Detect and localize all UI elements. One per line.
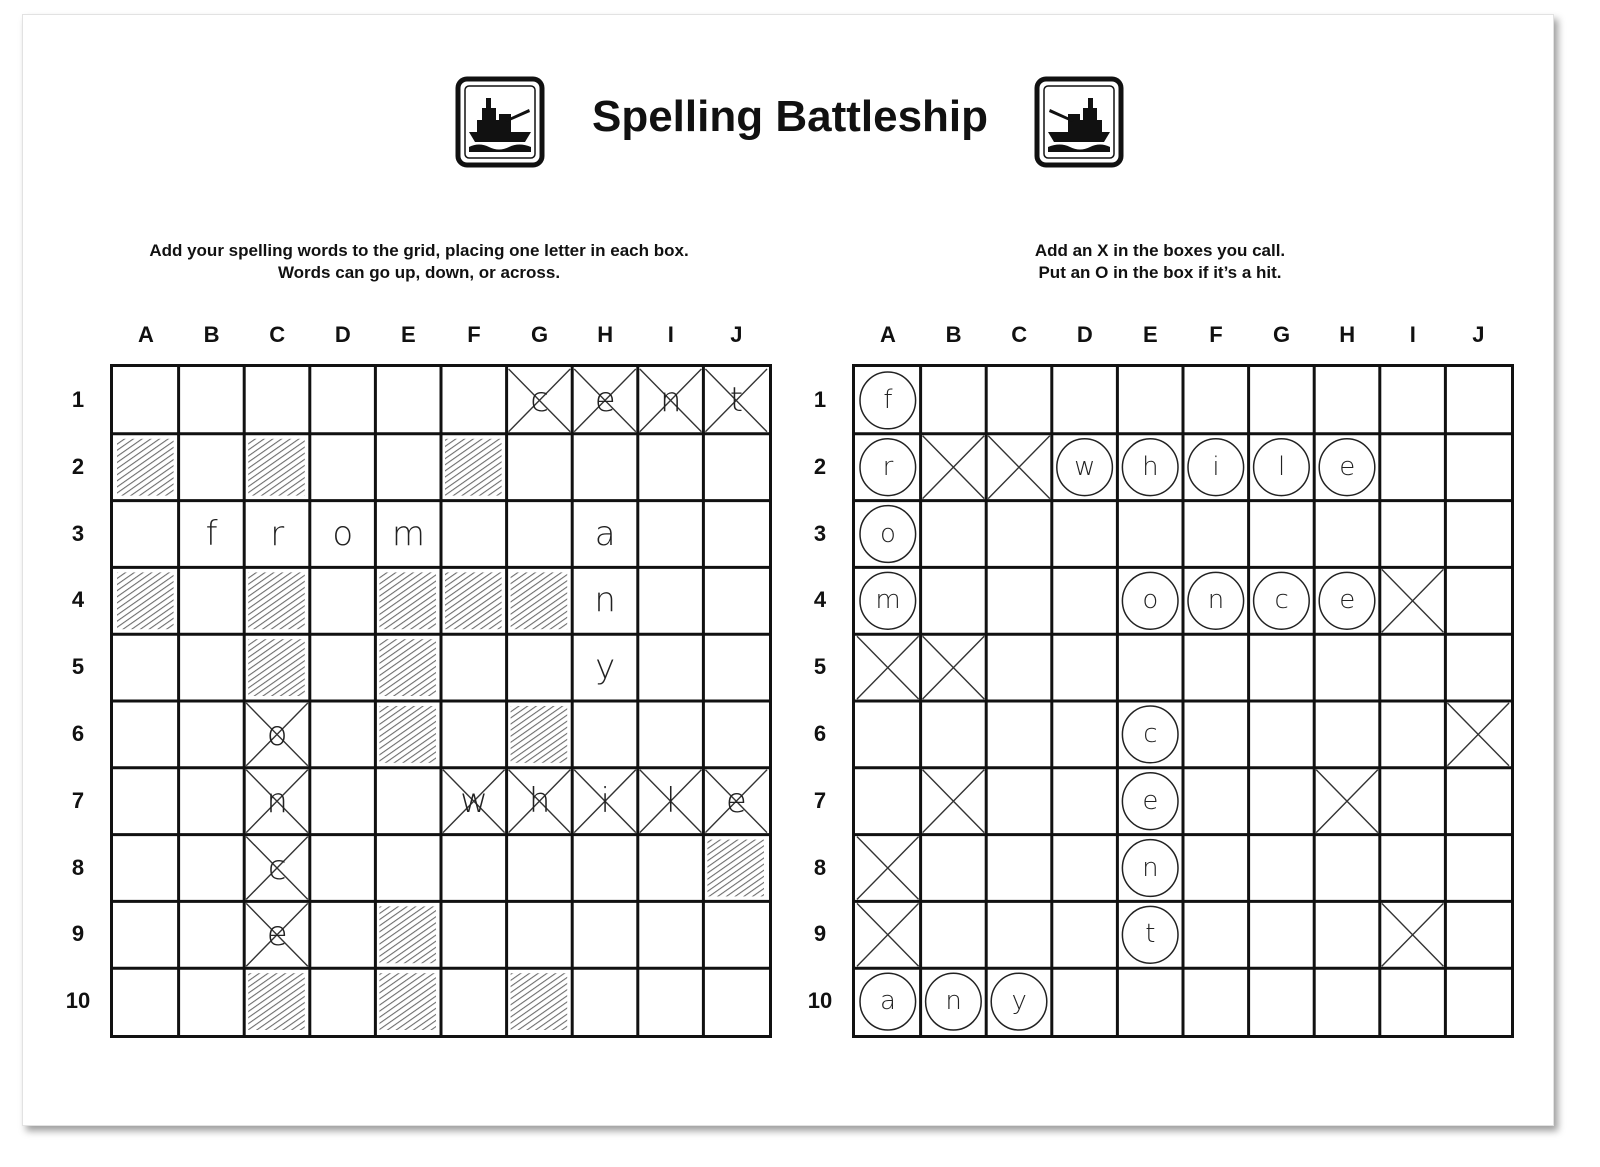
right-column-label: D bbox=[1076, 322, 1093, 347]
shaded-cell bbox=[379, 572, 436, 629]
ship-letter: e bbox=[725, 780, 747, 821]
right-board-grid bbox=[852, 364, 1514, 1038]
hit-letter: c bbox=[1274, 585, 1289, 616]
shaded-cell bbox=[379, 906, 436, 963]
left-column-label: B bbox=[203, 322, 220, 347]
hit-letter: n bbox=[1207, 585, 1225, 616]
ship-letter: o bbox=[332, 513, 354, 554]
hit-letter: o bbox=[1142, 585, 1159, 616]
ship-letter: r bbox=[270, 513, 285, 554]
ship-letter: e bbox=[594, 380, 616, 420]
hit-letter: r bbox=[882, 451, 894, 482]
ship-letter: n bbox=[266, 780, 288, 821]
right-row-label: 2 bbox=[813, 453, 827, 479]
ship-letter: l bbox=[666, 780, 676, 821]
ship-letter: n bbox=[660, 380, 682, 420]
right-column-label: A bbox=[880, 322, 896, 347]
ship-letter: w bbox=[460, 780, 488, 821]
ship-letter: m bbox=[391, 513, 425, 554]
shaded-cell bbox=[117, 439, 174, 496]
right-row-label: 6 bbox=[813, 721, 827, 746]
shaded-cell bbox=[379, 706, 436, 763]
hit-letter: o bbox=[880, 518, 896, 549]
right-row-label: 4 bbox=[813, 587, 827, 613]
hit-letter: t bbox=[1145, 919, 1156, 950]
page-title: Spelling Battleship bbox=[591, 92, 989, 141]
shaded-cell bbox=[248, 639, 305, 696]
shaded-cell bbox=[445, 572, 502, 629]
shaded-cell bbox=[248, 973, 305, 1030]
right-instruction-line-1: Add an X in the boxes you call. bbox=[1034, 241, 1286, 260]
left-instructions bbox=[110, 240, 728, 284]
ship-letter: n bbox=[594, 580, 616, 621]
hit-letter: w bbox=[1074, 451, 1096, 482]
left-column-label: H bbox=[597, 322, 614, 347]
hit-letter: e bbox=[1339, 585, 1356, 616]
left-grid-lines bbox=[113, 367, 769, 1035]
left-column-label: F bbox=[467, 322, 481, 347]
right-instruction-line-2: Put an O in the box if it’s a hit. bbox=[1038, 263, 1282, 282]
ship-letter: e bbox=[266, 914, 288, 955]
left-row-label: 5 bbox=[71, 654, 85, 680]
right-row-label: 9 bbox=[813, 921, 827, 947]
hit-letter: n bbox=[1142, 852, 1159, 883]
left-column-label: D bbox=[334, 322, 351, 347]
ship-letter: i bbox=[600, 780, 610, 821]
hit-letter: l bbox=[1277, 451, 1286, 482]
shaded-cell bbox=[248, 572, 305, 629]
left-row-label: 9 bbox=[71, 921, 85, 947]
left-column-label: J bbox=[730, 322, 743, 347]
left-board-grid bbox=[110, 364, 772, 1038]
left-instruction-line-2: Words can go up, down, or across. bbox=[277, 263, 561, 282]
hit-letter: f bbox=[883, 385, 893, 415]
left-instruction-line-1: Add your spelling words to the grid, placing one letter in each box. bbox=[149, 241, 689, 260]
left-row-label: 10 bbox=[65, 988, 91, 1014]
right-column-label: H bbox=[1339, 322, 1356, 347]
ship-letter: c bbox=[267, 847, 287, 888]
right-row-label: 3 bbox=[813, 520, 827, 546]
hit-letter: e bbox=[1142, 785, 1159, 816]
shaded-cell bbox=[511, 572, 568, 629]
shaded-cell bbox=[445, 439, 502, 496]
shaded-cell bbox=[511, 973, 568, 1030]
left-column-label: C bbox=[269, 322, 286, 347]
hit-letter: c bbox=[1143, 719, 1158, 749]
hit-letter: n bbox=[945, 986, 962, 1017]
ship-letter: t bbox=[729, 380, 744, 420]
right-row-label: 10 bbox=[807, 988, 833, 1014]
ship-letter: o bbox=[266, 714, 288, 754]
right-column-label: G bbox=[1273, 322, 1291, 347]
left-row-label: 6 bbox=[71, 721, 85, 746]
battleship-icon bbox=[1034, 76, 1124, 168]
right-row-label: 8 bbox=[813, 854, 827, 880]
shaded-cell bbox=[379, 973, 436, 1030]
shaded-cell bbox=[379, 639, 436, 696]
shaded-cell bbox=[511, 706, 568, 763]
hit-letter: i bbox=[1212, 451, 1220, 482]
left-row-label: 2 bbox=[71, 453, 85, 479]
ship-letter: c bbox=[530, 380, 549, 420]
right-column-label: F bbox=[1209, 322, 1223, 347]
left-column-label: G bbox=[531, 322, 549, 347]
left-column-label: E bbox=[401, 322, 416, 347]
left-column-label: I bbox=[667, 322, 674, 347]
right-column-label: B bbox=[945, 322, 962, 347]
left-row-label: 7 bbox=[71, 787, 85, 813]
right-column-label: E bbox=[1143, 322, 1158, 347]
shaded-cell bbox=[117, 572, 174, 629]
right-row-label: 1 bbox=[813, 387, 827, 412]
right-row-label: 5 bbox=[813, 654, 827, 680]
shaded-cell bbox=[248, 439, 305, 496]
left-row-label: 1 bbox=[71, 387, 85, 412]
right-column-label: C bbox=[1011, 322, 1028, 347]
left-row-label: 4 bbox=[71, 587, 85, 613]
hit-letter: m bbox=[875, 585, 901, 616]
right-column-label: J bbox=[1472, 322, 1485, 347]
ship-letter: h bbox=[528, 780, 551, 821]
left-column-label: A bbox=[138, 322, 154, 347]
hit-letter: y bbox=[1011, 986, 1027, 1017]
ship-letter: y bbox=[595, 647, 616, 688]
hit-letter: h bbox=[1142, 451, 1159, 482]
right-row-label: 7 bbox=[813, 787, 827, 813]
right-instructions bbox=[940, 240, 1380, 284]
hit-letter: a bbox=[880, 986, 896, 1017]
ship-letter: f bbox=[205, 513, 218, 554]
hit-letter: e bbox=[1339, 451, 1356, 482]
left-row-label: 8 bbox=[71, 854, 85, 880]
ship-letter: a bbox=[594, 513, 616, 554]
battleship-icon bbox=[455, 76, 545, 168]
shaded-cell bbox=[707, 840, 764, 897]
right-column-label: I bbox=[1409, 322, 1416, 347]
left-row-label: 3 bbox=[71, 520, 85, 546]
